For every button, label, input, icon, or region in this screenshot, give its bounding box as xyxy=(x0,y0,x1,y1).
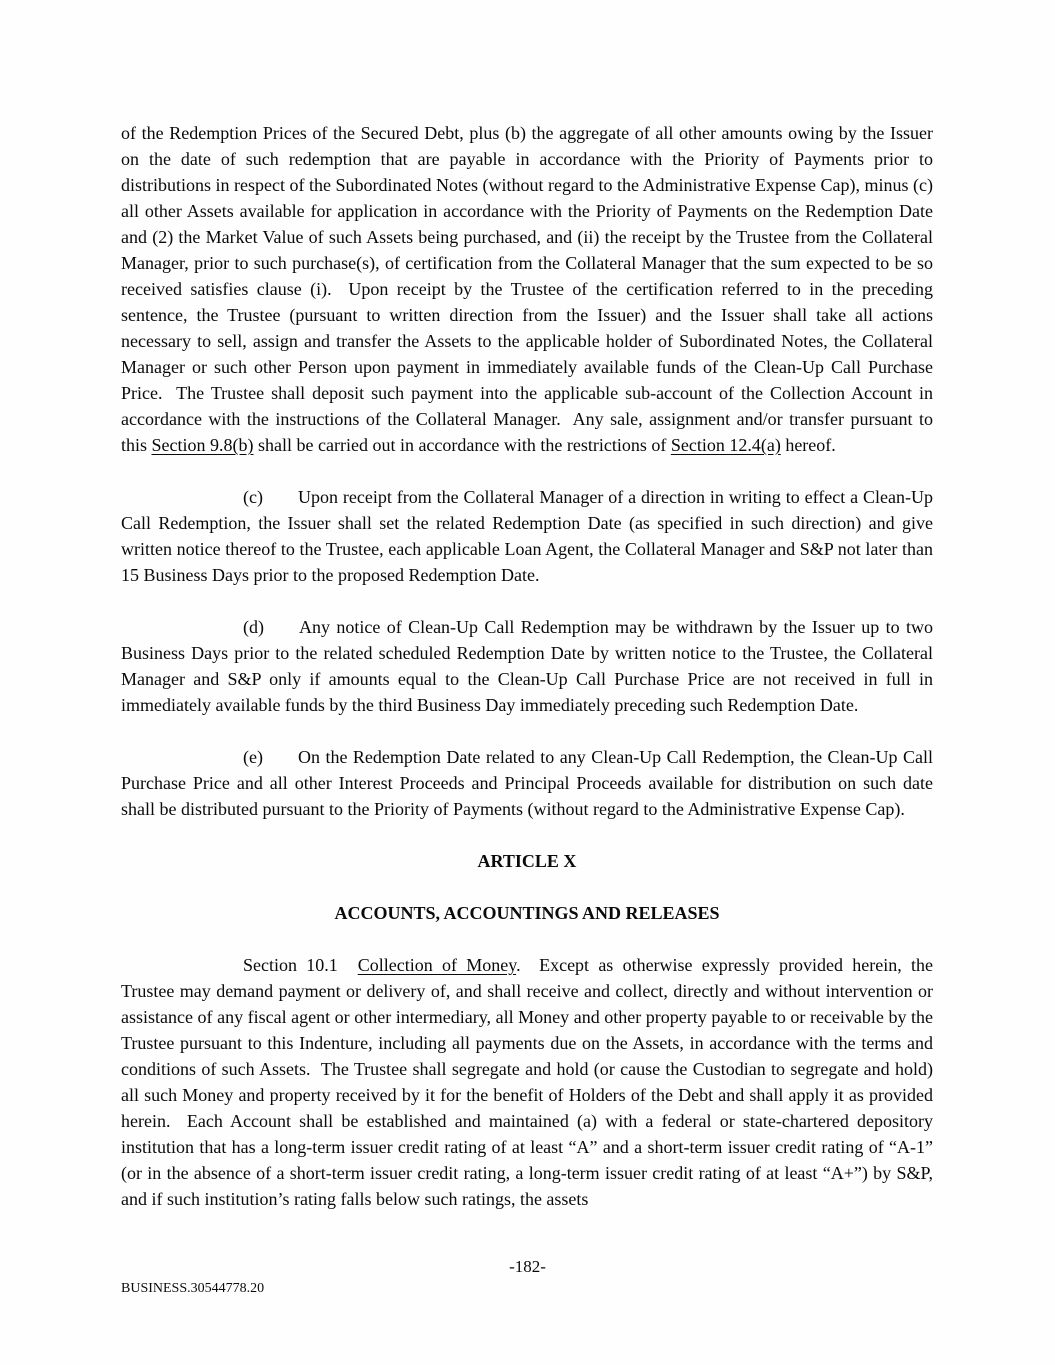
paragraph-text: Upon receipt from the Collateral Manager of a direction in writing to effect a Clean-Up Call Redemption, the Issuer shall set the related Redemption Date (as specified in such direction) and give written notice thereof to the Trustee, each applicable Loan Agent, the Collateral Manager and S&P not later than 15 Business Days prior to the proposed Redemption Date. xyxy=(121,487,933,585)
page-number: -182- xyxy=(509,1257,546,1276)
paragraph-9-8b-continuation xyxy=(121,120,933,458)
paragraph-letter-label: (d) xyxy=(243,617,264,637)
paragraph-c xyxy=(121,484,933,588)
paragraph-d xyxy=(121,614,933,718)
paragraph-letter-label: (c) xyxy=(243,487,263,507)
section-title: Collection of Money xyxy=(357,955,517,975)
page-body xyxy=(121,120,933,1212)
paragraph-text: Any notice of Clean-Up Call Redemption may be withdrawn by the Issuer up to two Business Days prior to the related scheduled Redemption Date by written notice to the Trustee, the Collateral Manager and S&P only if amounts equal to the Clean-Up Call Purchase Price are not received in full in immediately available funds by the third Business Day immediately preceding such Redemption Date. xyxy=(121,617,933,715)
paragraph-e xyxy=(121,744,933,822)
article-heading: ARTICLE X xyxy=(477,851,577,871)
paragraph-section-10-1 xyxy=(121,952,933,1212)
section-9-8b-reference: Section 9.8(b) xyxy=(151,435,254,455)
paragraph-text: On the Redemption Date related to any Clean-Up Call Redemption, the Clean-Up Call Purchase Price and all other Interest Proceeds and Principal Proceeds available for distribution on such date shall be distributed pursuant to the Priority of Payments (without regard to the Administrative Expense Cap). xyxy=(121,747,933,819)
document-id-stamp: BUSINESS.30544778.20 xyxy=(121,1281,265,1296)
paragraph-text: . Except as otherwise expressly provided herein, the Trustee may demand payment or delivery of, and shall receive and collect, directly and without intervention or assistance of any fiscal agent or other intermediary, all Money and other property payable to or receivable by the Trustee pursuant to this Indenture, including all payments due on the Assets, in accordance with the terms and conditions of such Assets. The Trustee shall segregate and hold (or cause the Custodian to segregate and hold) all such Money and property received by it for the benefit of Holders of the Debt and shall apply it as provided herein. Each Account shall be established and maintained (a) with a federal or state-chartered depository institution that has a long-term issuer credit rating of at least “A” and a short-term issuer credit rating of “A-1” (or in the absence of a short-term issuer credit rating, a long-term issuer credit rating of at least “A+”) by S&P, and if such institution’s rating falls below such ratings, the assets xyxy=(121,955,933,1209)
article-title-heading: ACCOUNTS, ACCOUNTINGS AND RELEASES xyxy=(334,903,720,923)
paragraph-letter-label: (e) xyxy=(243,747,263,767)
section-number-label: Section 10.1 xyxy=(243,955,338,975)
paragraph-text: of the Redemption Prices of the Secured Debt, plus (b) the aggregate of all other amounts owing by the Issuer on the date of such redemption that are payable in accordance with the Priority of Payments prior to distributions in respect of the Subordinated Notes (without regard to the Administrative Expense Cap), minus (c) all other Assets available for application in accordance with the Priority of Payments on the Redemption Date and (2) the Market Value of such Assets being purchased, and (ii) the receipt by the Trustee from the Collateral Manager, prior to such purchase(s), of certification from the Collateral Manager that the sum expected to be so received satisfies clause (i). Upon receipt by the Trustee of the certification referred to in the preceding sentence, the Trustee (pursuant to written direction from the Issuer) and the Issuer shall take all actions necessary to sell, assign and transfer the Assets to the applicable holder of Subordinated Notes, the Collateral Manager or such other Person upon payment in immediately available funds of the Clean-Up Call Purchase Price. The Trustee shall deposit such payment into the applicable sub-account of the Collection Account in accordance with the instructions of the Collateral Manager. Any sale, assignment and/or transfer pursuant to this xyxy=(121,123,933,455)
section-12-4a-reference: Section 12.4(a) xyxy=(670,435,781,455)
paragraph-text: shall be carried out in accordance with the restrictions of xyxy=(253,435,671,455)
paragraph-text: hereof. xyxy=(780,435,836,455)
